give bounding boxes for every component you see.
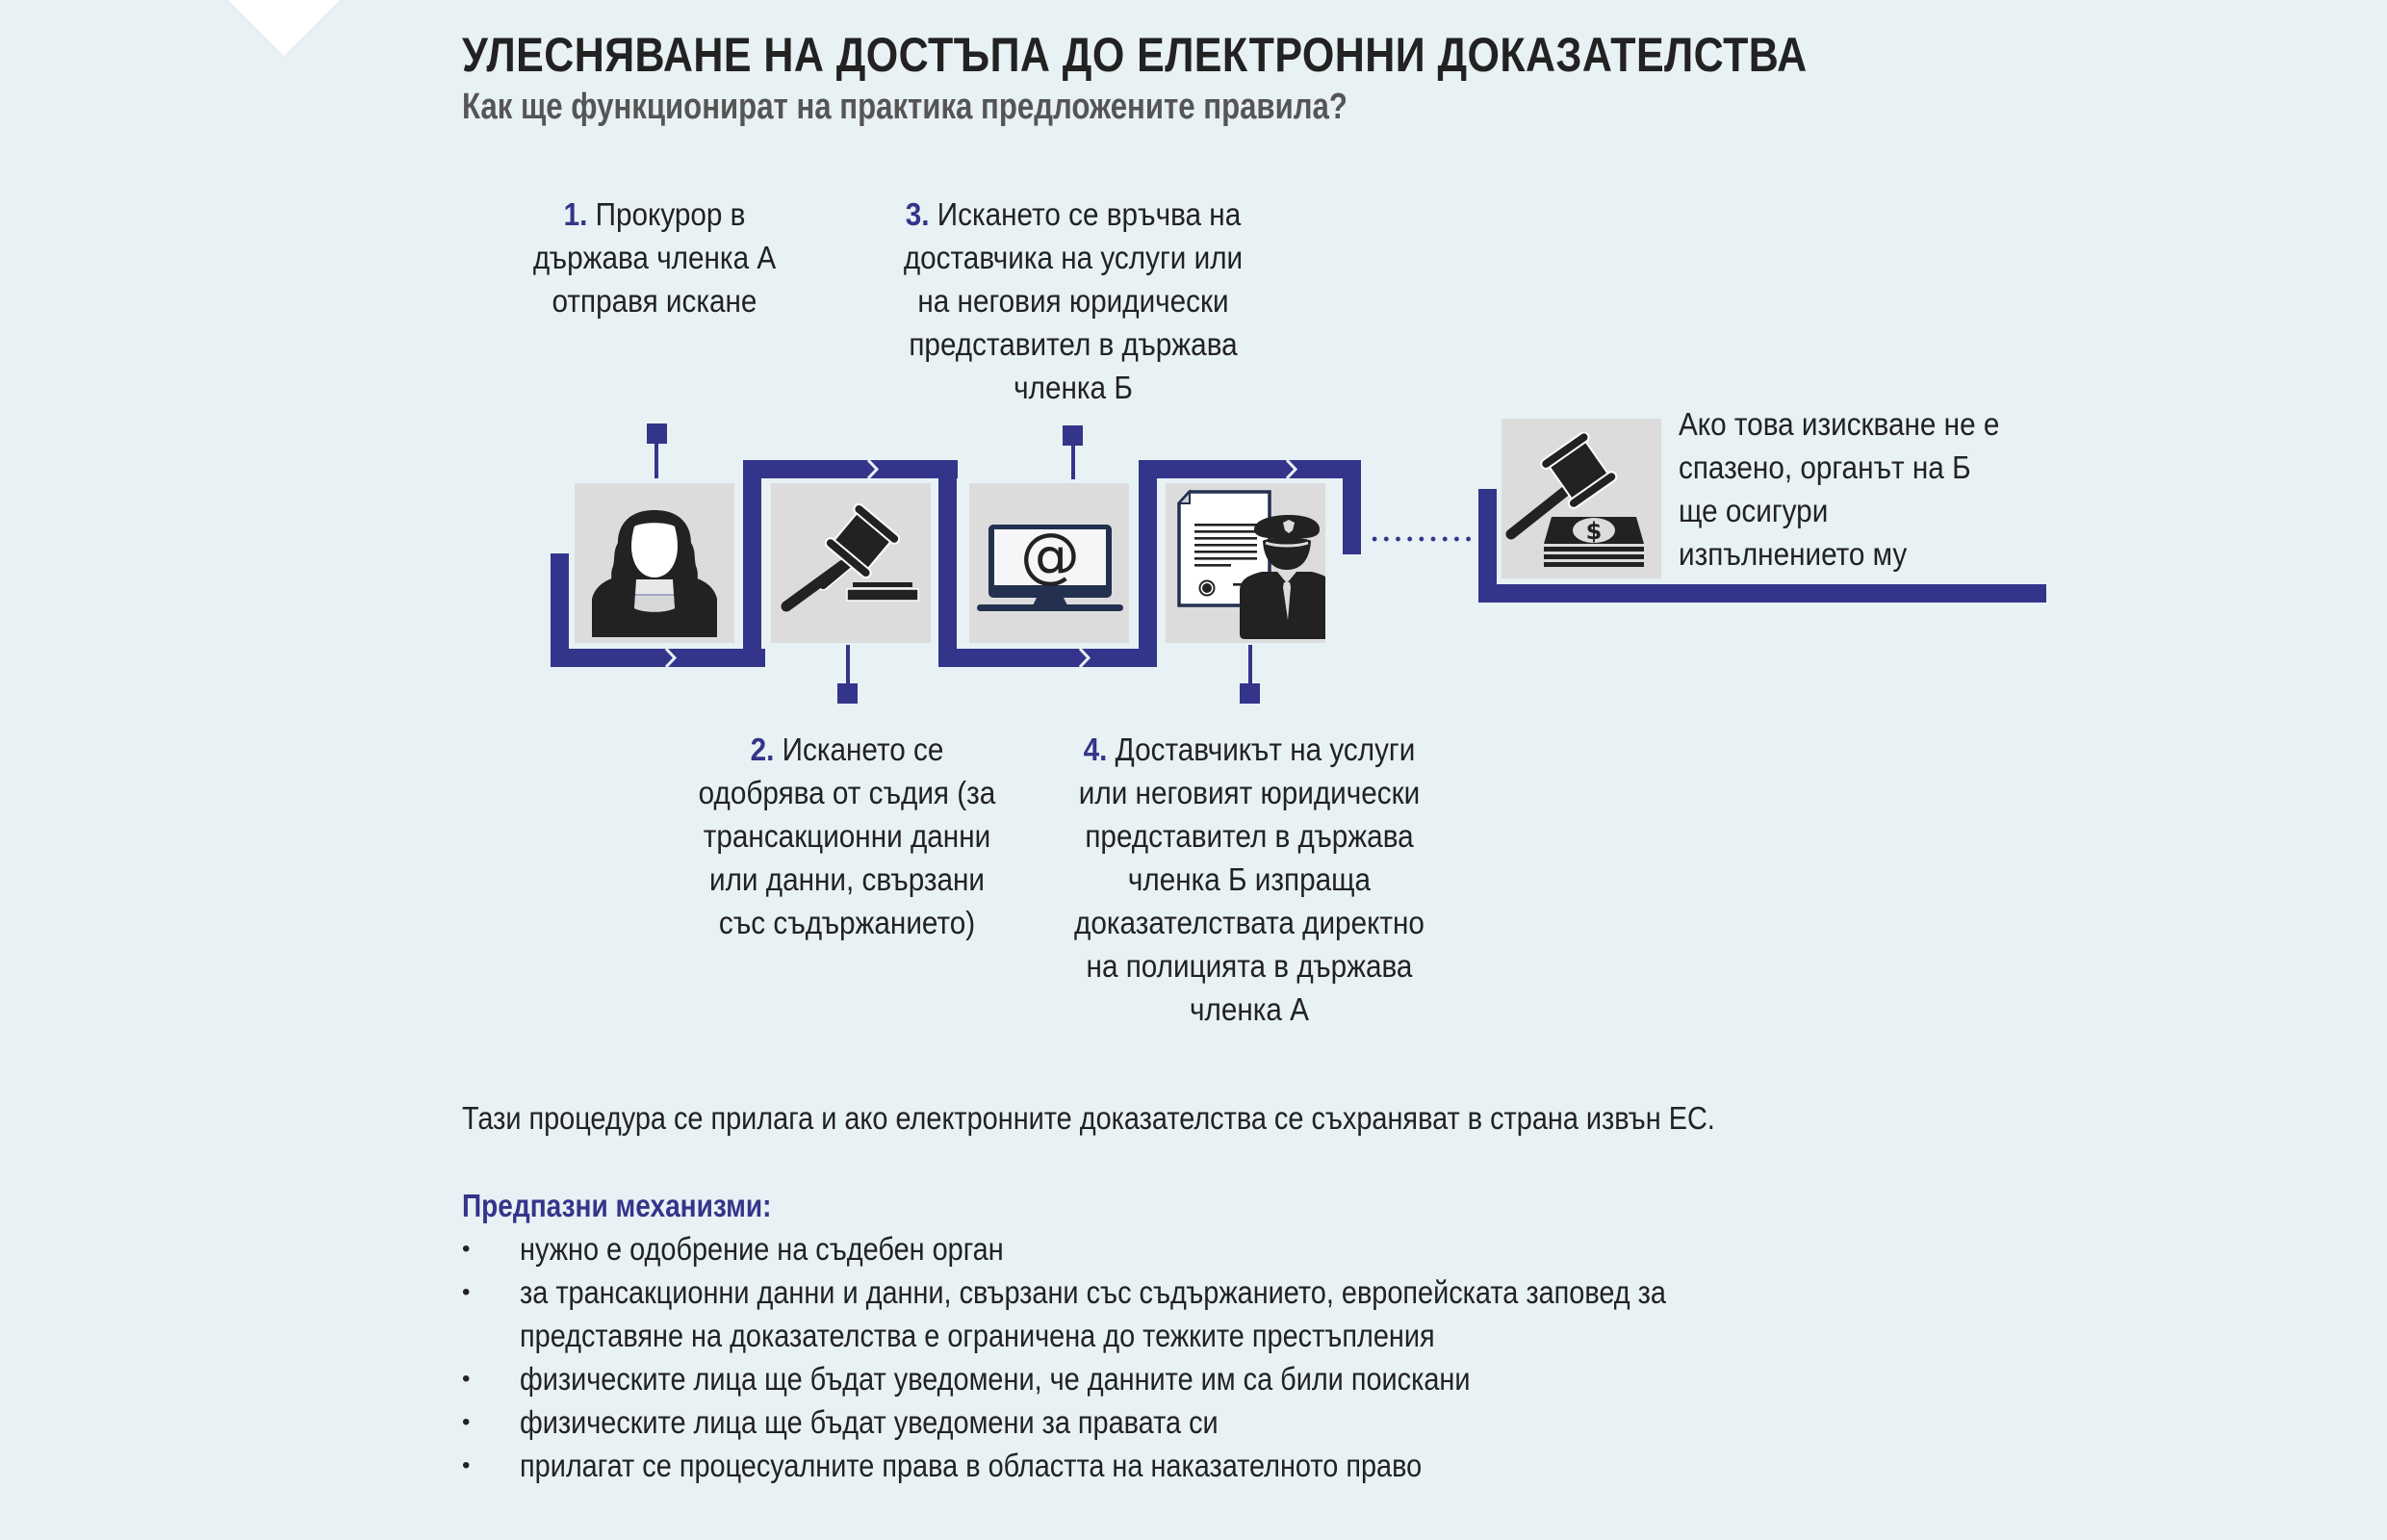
step-2-line: Искането се [782,732,944,767]
step-3-line: членка Б [1014,370,1133,405]
enforcement-note [1679,402,2025,576]
step-4-number: 4. [1083,732,1108,767]
chevron-right-icon [664,649,678,667]
enforcement-line: ще осигури [1679,493,1829,528]
bullet-icon: • [462,1279,471,1305]
step-4-text [1064,728,1436,1031]
list-item-text: представяне на доказателства е ограничена до тежките престъпления [520,1318,1435,1353]
list-item-text: за трансакционни данни и данни, свързани със съдържанието, европейската заповед за [520,1274,1666,1310]
step-2-line: или данни, свързани [708,861,986,897]
step-2-number: 2. [750,732,775,767]
connector-line [654,443,658,478]
step-4-line: доказателствата директно [1074,905,1424,940]
bullet-icon: • [462,1409,471,1435]
document-police-icon [1166,483,1325,643]
bullet-icon: • [462,1366,471,1392]
judge-icon [575,483,734,643]
step-1-line: отправя искане [552,283,757,319]
step-3-number: 3. [905,196,930,232]
decorative-triangle [228,0,340,56]
list-item [458,1270,1830,1357]
step-4-line: на полицията в държава [1086,948,1413,984]
list-item-text: нужно е одобрение на съдебен орган [520,1231,1004,1267]
bullet-icon: • [462,1452,471,1478]
path-bar [743,460,958,478]
step-2-line: трансакционни данни [703,818,991,854]
step-1-number: 1. [563,196,588,232]
step-3-line: Искането се връчва на [937,196,1242,232]
step-3-line: доставчика на услуги или [903,240,1244,275]
connector-line [1071,445,1075,479]
safeguards-list [458,1227,1830,1487]
list-item-text: прилагат се процесуалните права в областта на наказателното право [520,1448,1423,1483]
svg-text:@: @ [1020,520,1080,590]
step-1-line: Прокурор в [595,196,746,232]
connector-line [846,645,850,685]
step-3-text [887,192,1260,409]
list-item [458,1444,1830,1487]
list-item [458,1357,1830,1400]
list-item-text: физическите лица ще бъдат уведомени, че данните им са били поискани [520,1361,1471,1397]
page-title: УЛЕСНЯВАНЕ НА ДОСТЪПА ДО ЕЛЕКТРОННИ ДОКАЗАТЕЛСТВА [462,28,1808,82]
dotted-connector [1369,535,1475,543]
path-bar [1478,584,2046,603]
chevron-right-icon [1078,649,1091,667]
gavel-icon [771,483,931,643]
computer-email-icon [969,483,1129,643]
connector-marker [837,683,858,704]
chevron-right-icon [866,460,880,478]
step-4-line: Доставчикът на услуги [1115,732,1416,767]
list-item-text: физическите лица ще бъдат уведомени за правата си [520,1404,1219,1440]
enforcement-line: изпълнението му [1679,536,1908,572]
enforcement-line: спазено, органът на Б [1679,449,1971,485]
step-1-line: държава членка А [532,240,777,275]
svg-text:$: $ [1585,518,1603,545]
connector-marker [1240,683,1260,704]
chevron-right-icon [1285,460,1298,478]
step-1-text [516,192,793,322]
connector-marker [1063,425,1083,446]
list-item [458,1400,1830,1444]
gavel-money-icon [1502,419,1661,578]
step-4-line: членка А [1190,991,1309,1027]
path-bar [743,460,761,667]
step-3-line: на неговия юридически [917,283,1229,319]
path-bar [551,649,765,667]
enforcement-line: Ако това изискване не е [1679,406,2000,442]
path-bar [938,460,957,667]
non-eu-note: Тази процедура се прилага и ако електронните доказателства се съхраняват в страна извън ЕС. [462,1100,1715,1136]
step-2-line: одобрява от съдия (за [698,775,996,810]
connector-marker [647,424,667,444]
safeguards-heading: Предпазни механизми: [462,1188,772,1223]
step-3-line: представител в държава [909,326,1238,362]
list-item [458,1227,1830,1270]
step-2-line: със съдържанието) [718,905,976,940]
path-bar [1343,460,1361,554]
connector-line [1248,645,1252,685]
page-subtitle: Как ще функционират на практика предложените правила? [462,87,1348,127]
path-bar [938,649,1157,667]
step-4-line: или неговият юридически [1078,775,1421,810]
step-2-text [674,728,1020,944]
path-bar [1139,460,1361,478]
path-bar [1139,460,1157,667]
step-4-line: членка Б изпраща [1127,861,1372,897]
bullet-icon: • [462,1236,471,1262]
step-4-line: представител в държава [1085,818,1414,854]
